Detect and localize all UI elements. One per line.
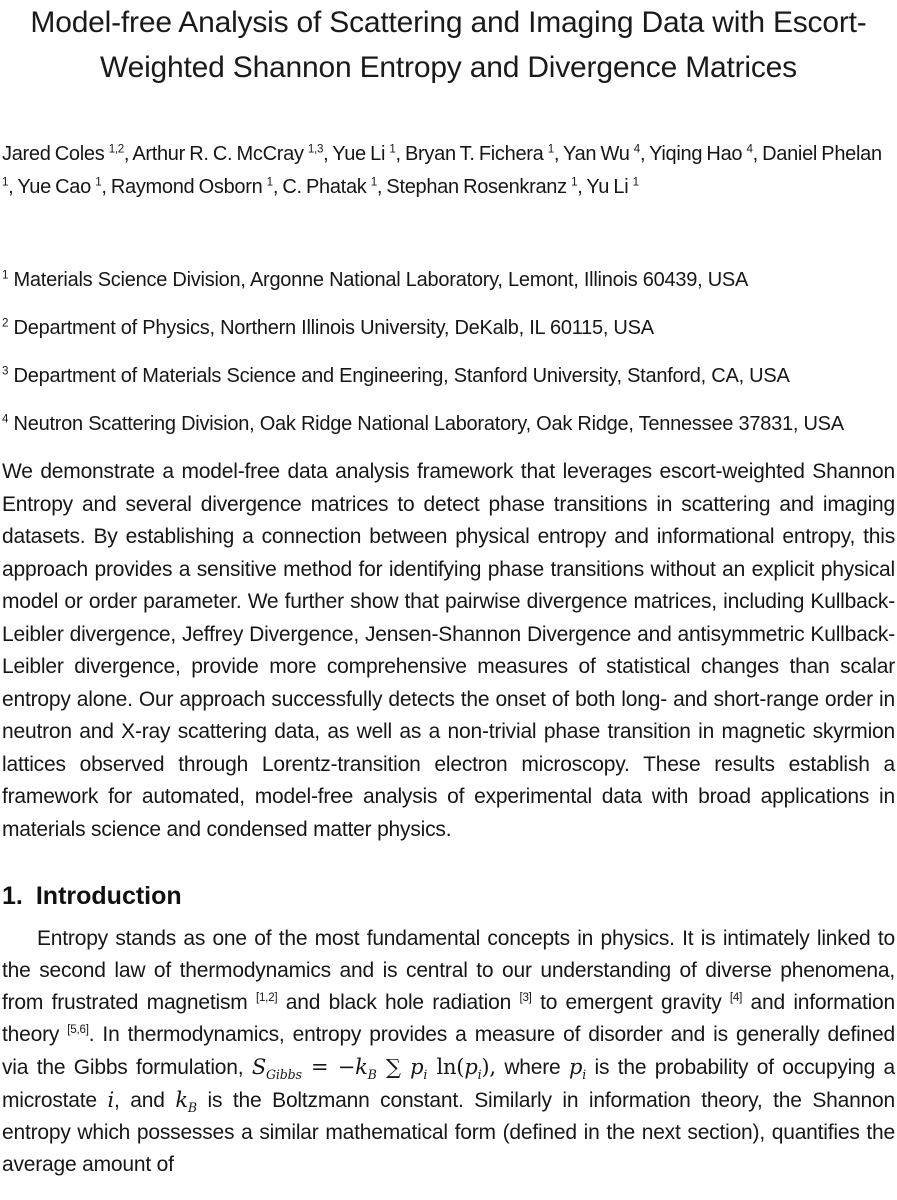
math-subscript: i <box>477 1067 482 1083</box>
math-variable: k <box>175 1088 188 1112</box>
affiliation-item: $^4$ Neutron Scattering Division, Oak Ridge National Laboratory, Oak Ridge, Tennessee 37831, USA <box>2 412 844 435</box>
author-affiliation-sup: 1 <box>266 175 273 189</box>
math-subscript: i <box>582 1067 587 1083</box>
citation-sup: [4] <box>729 992 743 1004</box>
author-affiliation-sup: 1 <box>370 175 377 189</box>
author-affiliation-sup: 1 <box>2 175 9 189</box>
math-text: = − <box>301 1055 356 1079</box>
math-variable: p <box>410 1055 424 1079</box>
citation-sup: [1,2] <box>255 992 278 1004</box>
author-affiliation-sup: 1,3 <box>307 142 324 156</box>
author-affiliation-sup: 1,2 <box>108 142 124 156</box>
affiliation-sup: 4 <box>2 412 9 426</box>
math-text: ), <box>481 1055 496 1079</box>
author-affiliation-sup: 1 <box>547 142 554 156</box>
math-variable: k <box>355 1055 368 1079</box>
affiliation-item: $^1$ Materials Science Division, Argonne National Laboratory, Lemont, Illinois 60439, USA <box>2 268 749 291</box>
affiliation-item: $^3$ Department of Materials Science and Engineering, Stanford University, Stanford, CA, USA <box>2 364 790 387</box>
math-variable: p <box>464 1055 478 1079</box>
author-list: Jared Coles $^{1,2}$, Arthur R. C. McCray $^{1,3}$, Yue Li $^1$, Bryan T. Fichera $^1$, Yan Wu $^4$, Yiqing Hao $^4$, Daniel Phelan $^1$, Yue Cao $^1$, Raymond Osborn $^1$, C. Phatak $^1$, Stephan Rosenkranz $^1$, Yu Li $^1$ <box>2 142 882 198</box>
author-affiliation-sup: 1 <box>95 175 102 189</box>
math-subscript: Gibbs <box>266 1067 302 1083</box>
author-affiliation-sup: 1 <box>389 142 396 156</box>
math-variable: i <box>107 1088 115 1112</box>
author-affiliation-sup: 4 <box>633 142 640 156</box>
math-variable: p <box>568 1055 583 1079</box>
author-affiliation-sup: 4 <box>746 142 753 156</box>
intro-paragraph: Entropy stands as one of the most fundamental concepts in physics. It is intimately linked to the second law of thermodynamics and is central to our understanding of diverse phenomena, from frustrated magnetism [1,2] and black hole radiation [3] to emergent gravity [4] and information theory [5,6]. In thermodynamics, entropy provides a measure of disorder and is generally defined via the Gibbs formulation, $S_{Gibbs} = -k_B$ ∑ $p_i$ $\ln(p_i)$, where $p_i$ is the probability of occupying a microstate i, and $k_B$ is the Boltzmann constant. Similarly in information theory, the Shannon entropy which possesses a similar mathematical form (defined in the next section), quantifies the average amount of <box>2 927 896 1176</box>
math-subscript: B <box>367 1067 377 1083</box>
section-number: 1. <box>2 882 23 910</box>
affiliation-sup: 1 <box>2 268 9 282</box>
affiliation-item: $^2$ Department of Physics, Northern Illinois University, DeKalb, IL 60115, USA <box>2 316 654 339</box>
section-heading-introduction <box>2 880 895 913</box>
math-subscript: B <box>187 1100 197 1116</box>
section-title: Introduction <box>35 882 182 910</box>
math-subscript: i <box>423 1067 428 1083</box>
math-text: ∑ <box>376 1055 411 1079</box>
math-text: ln( <box>427 1055 465 1079</box>
affiliation-list <box>2 264 895 440</box>
abstract-paragraph: We demonstrate a model-free data analysis framework that leverages escort-weighted Shannon Entropy and several divergence matrices to detect phase transitions in scattering and imaging datasets. By establishing a connection between physical entropy and informational entropy, this approach provides a sensitive method for identifying phase transitions without an explicit physical model or order parameter. We further show that pairwise divergence matrices, including Kullback-Leibler divergence, Jeffrey Divergence, Jensen-Shannon Divergence and antisymmetric Kullback-Leibler divergence, provide more comprehensive measures of statistical changes than scalar entropy alone. Our approach successfully detects the onset of both long- and short-range order in neutron and X-ray scattering data, as well as a non-trivial phase transition in magnetic skyrmion lattices observed through Lorentz-transition electron microscopy. These results establish a framework for automated, model-free analysis of experimental data with broad applications in materials science and condensed matter physics. <box>2 460 895 841</box>
citation-sup: [5,6] <box>67 1024 89 1036</box>
author-affiliation-sup: 1 <box>571 175 578 189</box>
affiliation-sup: 3 <box>2 364 9 378</box>
citation-sup: [3] <box>519 992 532 1004</box>
paper-title: Model-free Analysis of Scattering and Imaging Data with Escort-Weighted Shannon Entropy and Divergence Matrices <box>30 6 867 84</box>
affiliation-sup: 2 <box>2 316 9 330</box>
author-affiliation-sup: 1 <box>632 175 639 189</box>
math-variable: S <box>251 1055 267 1079</box>
